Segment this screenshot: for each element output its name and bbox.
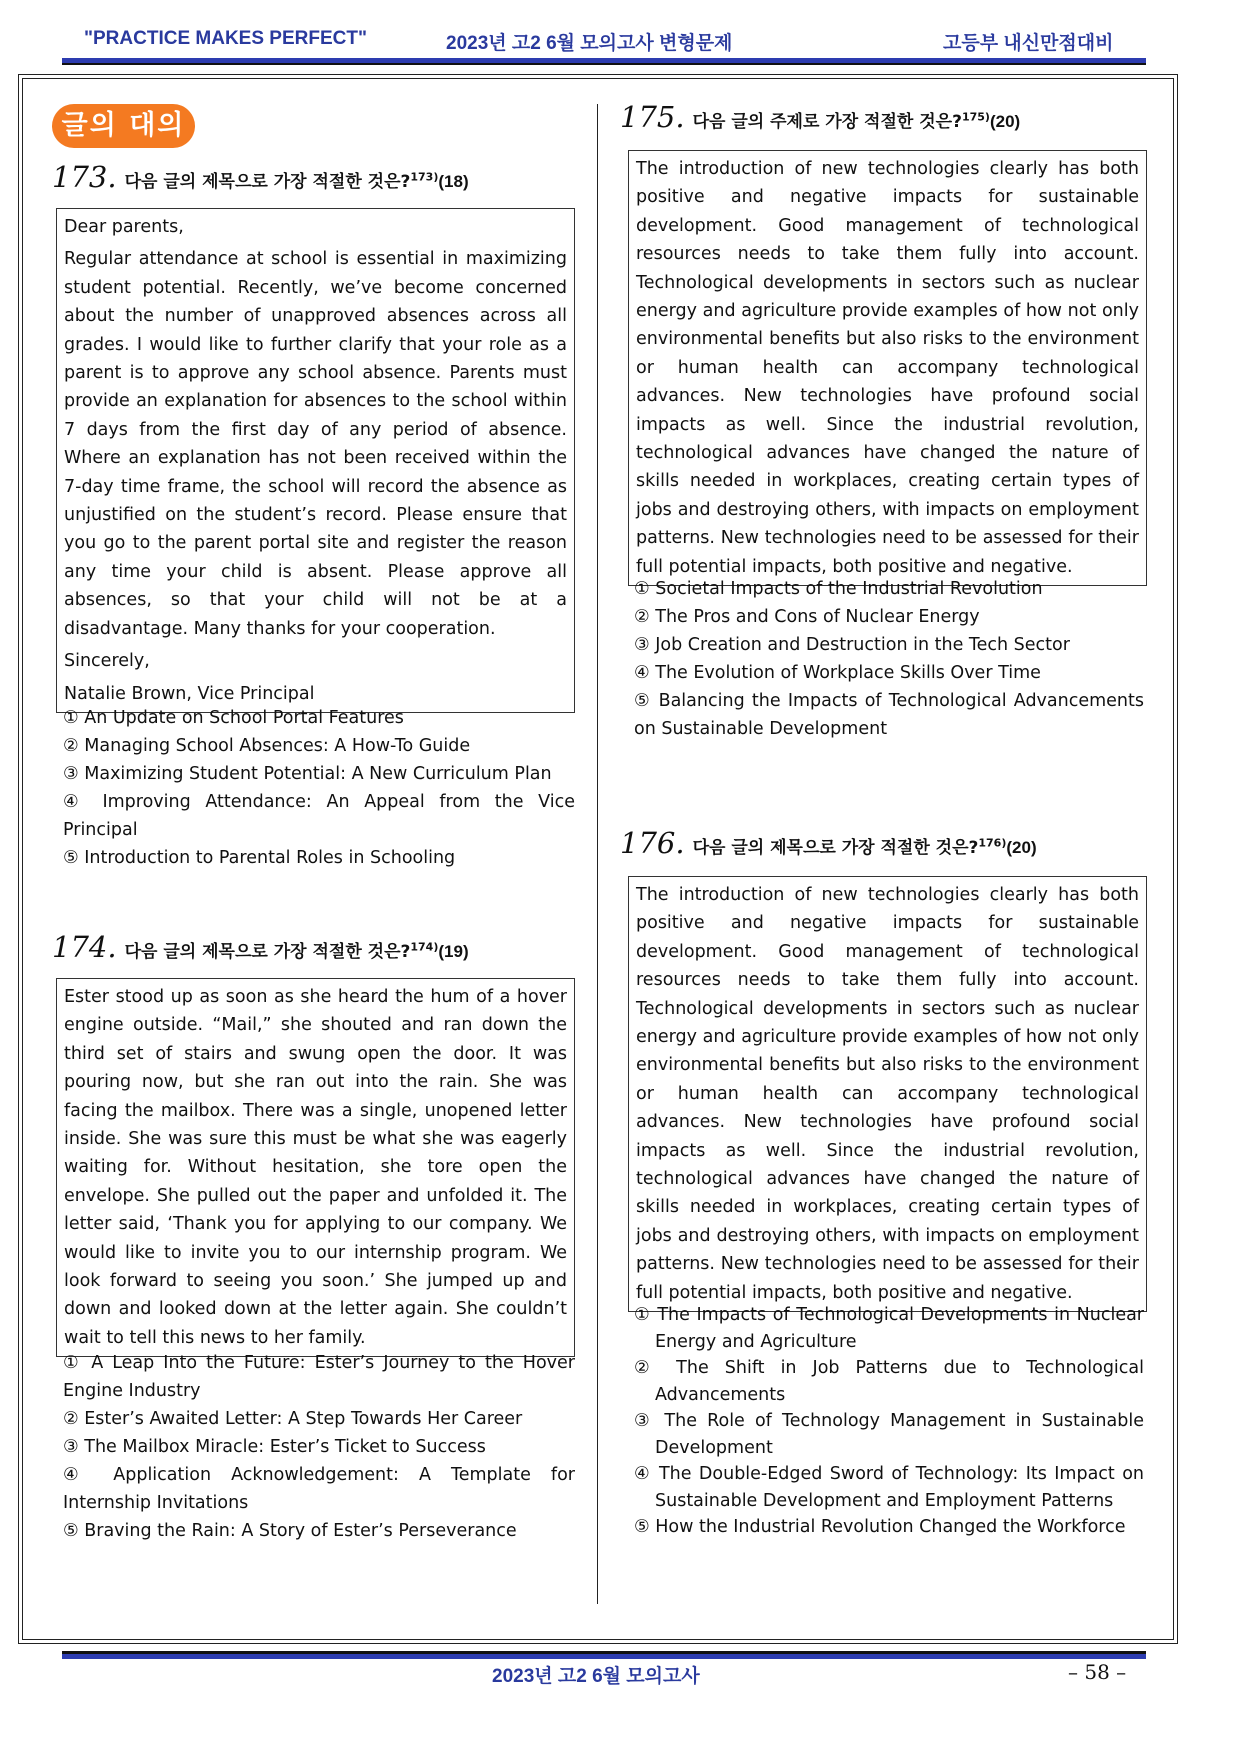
question-number: 176.: [620, 826, 685, 860]
option[interactable]: ② Managing School Absences: A How-To Guide: [63, 736, 471, 756]
passage-signature: Natalie Brown, Vice Principal: [64, 683, 315, 704]
option[interactable]: ④ Application Acknowledgement: A Template for Internship Invitations: [63, 1465, 575, 1513]
option[interactable]: ⑤ How the Industrial Revolution Changed the Workforce: [634, 1517, 1126, 1537]
question-176-options: [634, 1302, 1144, 1541]
option[interactable]: ⑤ Braving the Rain: A Story of Ester’s Perseverance: [63, 1521, 517, 1541]
option[interactable]: ① A Leap Into the Future: Ester’s Journey to the Hover Engine Industry: [63, 1353, 575, 1401]
question-number: 175.: [620, 100, 685, 134]
option[interactable]: ① The Impacts of Technological Developments in Nuclear Energy and Agriculture: [634, 1305, 1144, 1352]
option[interactable]: ④ The Evolution of Workplace Skills Over Time: [634, 663, 1041, 683]
option[interactable]: ③ Job Creation and Destruction in the Tech Sector: [634, 635, 1070, 655]
question-ref: 176): [978, 836, 1007, 850]
question-number: 173.: [52, 160, 117, 194]
passage-body: Regular attendance at school is essential in maximizing student potential. Recently, we’ve become concerned about the number of unapproved absences across all grades. I would like to further clarify that your role as a parent is to approve any school absence. Parents must provide an explanation for absences to the school within 7 days from the first day of any period of absence. Where an explanation has not been received within the 7-day time frame, the school will record the absence as unjustified on the student’s record. Please ensure that you go to the parent portal site and register the reason any time your child is absent. Please approve all absences, so that your child will not be at a disadvantage. Many thanks for your cooperation.: [64, 249, 567, 639]
header-subtitle: 고등부 내신만점대비: [943, 33, 1114, 54]
column-divider: [597, 104, 598, 1604]
footer-rule: [62, 1654, 1146, 1659]
question-175-heading: [620, 100, 1020, 134]
question-176-heading: [620, 826, 1037, 860]
question-ref: 175): [961, 110, 990, 124]
option[interactable]: ① Societal Impacts of the Industrial Revolution: [634, 579, 1043, 599]
header-slogan: "PRACTICE MAKES PERFECT": [84, 28, 367, 49]
option[interactable]: ① An Update on School Portal Features: [63, 708, 404, 728]
section-label: 글의 대의: [52, 104, 195, 148]
question-points: (19): [438, 942, 469, 961]
passage-body: Ester stood up as soon as she heard the hum of a hover engine outside. “Mail,” she shouted and ran down the third set of stairs and swung open the door. It was pouring now, but she ran out into the rain. She was facing the mailbox. There was a single, unopened letter inside. She was sure this must be what she was eagerly waiting for. Without hesitation, she tore open the envelope. She pulled out the paper and unfolded it. The letter said, ‘Thank you for applying to our company. We would like to invite you to our internship program. We look forward to seeing you soon.’ She jumped up and down and looked down at the letter again. She couldn’t wait to tell this news to her family.: [64, 987, 567, 1348]
question-ref: 174): [410, 940, 439, 954]
option[interactable]: ② Ester’s Awaited Letter: A Step Towards Her Career: [63, 1409, 523, 1429]
passage-salutation: Dear parents,: [64, 217, 184, 237]
question-174-heading: [52, 930, 469, 964]
question-ref: 173): [410, 170, 439, 184]
option[interactable]: ② The Pros and Cons of Nuclear Energy: [634, 607, 980, 627]
header-title: 2023년 고2 6월 모의고사 변형문제: [446, 33, 733, 54]
question-prompt: 다음 글의 제목으로 가장 적절한 것은?: [124, 172, 411, 192]
option[interactable]: ③ The Mailbox Miracle: Ester’s Ticket to Success: [63, 1437, 486, 1457]
passage-body: The introduction of new technologies clearly has both positive and negative impacts for sustainable development. Good management of technological resources needs to take them fully into account. Technological developments in sectors such as nuclear energy and agriculture provide examples of how not only environmental benefits but also risks to the environment or human health can accompany technological advances. New technologies have profound social impacts as well. Since the industrial revolution, technological advances have changed the nature of skills needed in workplaces, creating certain types of jobs and destroying others, with impacts on employment patterns. New technologies need to be assessed for their full potential impacts, both positive and negative.: [636, 885, 1139, 1303]
question-174-passage: [56, 978, 575, 1357]
passage-closing: Sincerely,: [64, 651, 150, 672]
option[interactable]: ③ Maximizing Student Potential: A New Curriculum Plan: [63, 764, 552, 784]
question-points: (18): [438, 172, 469, 191]
option[interactable]: ④ The Double-Edged Sword of Technology: Its Impact on Sustainable Development and Employment Patterns: [634, 1464, 1144, 1511]
question-175-passage: [628, 150, 1147, 586]
question-174-options: [63, 1349, 575, 1545]
question-points: (20): [1006, 838, 1037, 857]
option[interactable]: ③ The Role of Technology Management in Sustainable Development: [634, 1411, 1144, 1458]
question-number: 174.: [52, 930, 117, 964]
page-number: – 58 –: [1068, 1660, 1127, 1684]
footer-title: 2023년 고2 6월 모의고사: [492, 1666, 700, 1687]
option[interactable]: ⑤ Balancing the Impacts of Technological Advancements on Sustainable Development: [634, 691, 1144, 739]
question-175-options: [634, 575, 1144, 743]
question-points: (20): [989, 112, 1021, 131]
option[interactable]: ④ Improving Attendance: An Appeal from the Vice Principal: [63, 792, 575, 840]
question-prompt: 다음 글의 주제로 가장 적절한 것은?: [692, 112, 962, 132]
option[interactable]: ⑤ Introduction to Parental Roles in Schooling: [63, 848, 456, 868]
question-prompt: 다음 글의 제목으로 가장 적절한 것은?: [692, 838, 979, 858]
question-173-options: [63, 704, 575, 872]
question-176-passage: [628, 876, 1147, 1312]
question-prompt: 다음 글의 제목으로 가장 적절한 것은?: [124, 942, 411, 962]
question-173-heading: [52, 160, 469, 194]
option[interactable]: ② The Shift in Job Patterns due to Technological Advancements: [634, 1358, 1144, 1405]
header-rule-thin: [62, 63, 1146, 65]
passage-body: The introduction of new technologies clearly has both positive and negative impacts for sustainable development. Good management of technological resources needs to take them fully into account. Technological developments in sectors such as nuclear energy and agriculture provide examples of how not only environmental benefits but also risks to the environment or human health can accompany technological advances. New technologies have profound social impacts as well. Since the industrial revolution, technological advances have changed the nature of skills needed in workplaces, creating certain types of jobs and destroying others, with impacts on employment patterns. New technologies need to be assessed for their full potential impacts, both positive and negative.: [636, 159, 1139, 577]
question-173-passage: [56, 208, 575, 713]
